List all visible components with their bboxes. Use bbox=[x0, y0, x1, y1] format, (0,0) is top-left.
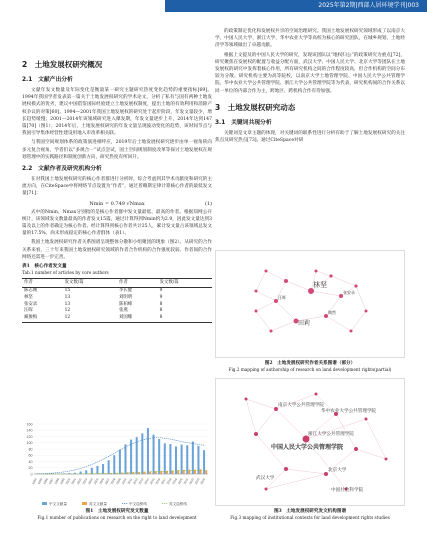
table-cell: 8 bbox=[159, 301, 163, 307]
x-tick-label: 2004 bbox=[87, 477, 94, 486]
section-2-2-title: 2.2 文献作者及研究机构分析 bbox=[22, 166, 102, 173]
section-3-1-title: 3.1 关键词共现分析 bbox=[215, 119, 272, 126]
y-tick-label: 20 bbox=[28, 466, 33, 471]
x-tick-label: 2002 bbox=[75, 477, 83, 486]
fig2-caption: 图2 土地发展权研究作者关系图谱（部分） bbox=[264, 361, 356, 366]
section-2-1-title: 2.1 文献产出分析 bbox=[22, 77, 73, 83]
fig3-label: 南京大学公共管理学院 bbox=[278, 402, 324, 407]
bar-chinese bbox=[197, 446, 199, 474]
bar-chinese bbox=[136, 437, 138, 474]
legend-label: 英文文献量 bbox=[89, 502, 107, 506]
x-tick-label: 1994 bbox=[30, 477, 38, 486]
x-tick-label: 2017 bbox=[160, 477, 167, 486]
paragraph: 与我国空间规划体系的政策演进相呼应，2019年后土地发展权研究逐步由单一视角转向多元复合视角，学者们以“多规合一”试点尝试，国土空间规划制度改革等探讨土地发展权在规划管理中的实践路径和制度创新方向，研究热度有所回升。 bbox=[22, 140, 212, 160]
table-cell: 13 bbox=[64, 301, 71, 307]
fig2-caption-block bbox=[215, 360, 405, 373]
fig2-label: 汪晖 bbox=[278, 295, 286, 300]
fig3-caption-block bbox=[215, 508, 405, 521]
fig1-caption-block bbox=[22, 508, 212, 521]
y-tick-label: 0 bbox=[30, 472, 33, 477]
table-cell: 9 bbox=[159, 294, 163, 300]
x-tick-label: 2022 bbox=[188, 477, 195, 486]
fig3-label: 武汉大学 bbox=[256, 475, 275, 480]
x-tick-label: 2015 bbox=[148, 477, 156, 486]
y-tick-label: 160 bbox=[26, 422, 33, 427]
bar-chinese bbox=[153, 435, 155, 474]
table-cell: 汪晖 bbox=[24, 308, 33, 314]
paragraph: 的政策制定优化和发展权共享的空间治理研究。我国土地发展权研究领域形成了以南京大学、中国人民大学、浙江大学、华中农业大学等高校为核心的研究团队，在城乡规划、土地经济学等领域做出了卓越贡献。 bbox=[215, 29, 405, 49]
paragraph: 文献年发文数量及年际变化是衡量某一研究主题研究热度变化趋势的重要指标[69]。1994年我国学者发表第一篇关于土地发展权研究的学术论文，分析了私有与国有两种土地发展权模式的优劣，建议中国借鉴国际经验建立土地发展权制度，提出土地的有效利用和消除产权争议的对策[60]。1994—2001年我国土地发展权的研究处于起步阶段，年发文量较少，增长趋势缓慢；2001—2014年该领域研究进入爆发期，年发文量逐步上升，2014年达到147篇[70]（图1）；2014年后，土地发展权研究的年发文量呈现波动变化的趋势，该时间节点与我国引导集体经营性建设用地入市改革相关联。 bbox=[22, 88, 212, 137]
header-text: 2025年第2期|西部人居环境学刊|003 bbox=[318, 2, 419, 9]
y-tick-label: 120 bbox=[26, 434, 33, 439]
x-tick-label: 2008 bbox=[109, 477, 117, 486]
bar-chinese bbox=[80, 472, 82, 475]
table-cell: 13 bbox=[64, 294, 71, 300]
fig3-network bbox=[215, 378, 405, 506]
table-cell: 张安录 bbox=[24, 301, 38, 307]
table-header: 发文数/篇 bbox=[158, 279, 212, 288]
x-tick-label: 2012 bbox=[132, 477, 139, 486]
bar-chinese bbox=[91, 468, 93, 474]
y-tick-label: 60 bbox=[28, 453, 33, 458]
paragraph: 在对我国土地发展权研究的核心作者群进行分析时，综合考虑到其学术贡献度和研究的主流方向，在CiteSpace中将网络节点设置为“作者”，通过普赖斯定律计算核心作者的最低发文量[71]： bbox=[22, 177, 212, 197]
bar-chinese bbox=[102, 464, 104, 474]
table-cell: 林坚 bbox=[24, 294, 33, 300]
fig2-label: 陶然 bbox=[328, 310, 336, 315]
fig2-caption-en: Fig.2 mapping of authorship of research on land development rights(partial) bbox=[228, 367, 392, 372]
bar-english bbox=[205, 470, 207, 474]
legend-label: 中文文献量 bbox=[49, 502, 67, 506]
fig3-label: 中国人民大学公共管理学院 bbox=[271, 445, 344, 451]
table-cell: 8 bbox=[158, 315, 212, 322]
paragraph: 根据上文提及的中国人民大学的研究，发现该团队以“地权归公”的政策研究为重点[72]，研究聚焦在发展权的配置与收益分配方面，武汉大学、中国人民大学、北京大学等团队在土地发展权的研究中发挥着核心作用，所有研究机构之间的合作程度较高，但合作机构的空间分布较为分散。研究机构主要为高等院校，以南京大学土地管理学院、中国人民大学公共管理学院、华中农业大学公共管理学院、浙江大学公共管理学院等为代表，研究机构间的合作关系以同一单位的内部合作为主，跨地区、跨机构合作有待加强。 bbox=[215, 52, 405, 94]
x-tick-label: 2020 bbox=[176, 477, 184, 486]
y-tick-label: 80 bbox=[28, 447, 33, 452]
table-cell: 15 bbox=[64, 287, 71, 293]
header-bar bbox=[165, 0, 427, 12]
table-caption: 表1 核心作者发文量 bbox=[22, 264, 67, 270]
table-cell: 刘国臻 bbox=[117, 315, 158, 322]
fig3-label: 浙江大学公共管理学院 bbox=[308, 431, 354, 436]
fig1-caption-en: Fig.1 number of publications on research on the right to land development bbox=[37, 515, 197, 520]
x-tick-label: 1999 bbox=[59, 477, 66, 486]
legend-label: 英文趋势线 bbox=[169, 502, 187, 506]
bar-chinese bbox=[164, 443, 166, 474]
table-header-row bbox=[22, 279, 212, 288]
x-tick-label: 2013 bbox=[137, 477, 145, 486]
x-tick-label: 2003 bbox=[81, 477, 89, 486]
x-tick-label: 2010 bbox=[120, 477, 128, 486]
paragraph: 关键词是文章主题的体现，对关键词的联系性进行分析有助于了解土地发展权研究的关注焦点及研究热点[73]。通过CiteSpace对研 bbox=[215, 130, 405, 144]
x-tick-label: 1996 bbox=[42, 477, 49, 486]
table-header: 作者 bbox=[117, 279, 158, 288]
table-row bbox=[22, 315, 212, 322]
page-header bbox=[0, 0, 427, 14]
y-tick-label: 40 bbox=[28, 459, 33, 464]
legend-label: 中文趋势线 bbox=[129, 502, 147, 506]
fig3-svg bbox=[216, 379, 406, 507]
x-tick-label: 2006 bbox=[98, 477, 106, 486]
x-tick-label: 1997 bbox=[47, 477, 55, 486]
fig3-caption: 图3 土地发展权研究发文机构图谱 bbox=[273, 509, 347, 514]
fig1-caption: 图1 土地发展权研究发文数量 bbox=[85, 509, 149, 514]
table-cell: 陈柏峰 bbox=[118, 301, 133, 307]
legend-swatch bbox=[42, 502, 47, 505]
fig2-network bbox=[215, 250, 405, 358]
x-tick-label: 2019 bbox=[171, 477, 178, 486]
table-header: 作者 bbox=[22, 279, 63, 288]
table-header: 发文数/篇 bbox=[63, 279, 117, 288]
x-tick-label: 2024 bbox=[199, 477, 207, 486]
table-cell: 臧俊梅 bbox=[22, 315, 63, 322]
fig2-svg bbox=[216, 251, 406, 359]
bar-chinese bbox=[181, 445, 183, 474]
table-cell: 刘明明 bbox=[118, 294, 133, 300]
table-cell: 12 bbox=[64, 308, 71, 314]
legend-swatch bbox=[82, 502, 87, 505]
trend-line-chinese bbox=[37, 438, 205, 474]
bar-chinese bbox=[158, 439, 160, 474]
equation-body: Nmin = 0.749 √Nmax bbox=[89, 200, 145, 207]
table-cell: 8 bbox=[159, 308, 163, 314]
fig1-svg bbox=[22, 420, 212, 490]
x-tick-label: 2016 bbox=[154, 477, 162, 486]
table-caption-en: Tab.1 number of articles by core authors bbox=[22, 270, 109, 276]
bar-chinese bbox=[175, 447, 177, 475]
equation-number: (1) bbox=[204, 200, 212, 207]
fig2-label: 张安录 bbox=[343, 290, 355, 295]
bar-chinese bbox=[96, 466, 98, 474]
table-cell: 陈志刚 bbox=[24, 287, 38, 293]
fig2-label: 田莉 bbox=[298, 321, 311, 327]
bar-chinese bbox=[124, 444, 126, 474]
x-tick-label: 2005 bbox=[92, 477, 100, 486]
bar-chinese bbox=[186, 445, 188, 474]
table-cell: 12 bbox=[63, 315, 117, 322]
table-cell: 9 bbox=[159, 287, 163, 293]
bar-chinese bbox=[119, 450, 121, 474]
table-row bbox=[22, 294, 212, 301]
y-tick-label: 100 bbox=[26, 441, 33, 446]
bar-chinese bbox=[108, 460, 110, 474]
x-tick-label: 2009 bbox=[115, 477, 122, 486]
y-tick-label: 140 bbox=[26, 428, 33, 433]
bar-chinese bbox=[113, 455, 115, 474]
fig3-caption-en: Fig.3 mapping of institutional contexts for land development rights studies bbox=[230, 515, 390, 520]
left-column bbox=[22, 60, 212, 323]
x-tick-label: 2014 bbox=[143, 477, 150, 486]
bar-chinese bbox=[147, 428, 149, 474]
section-2-title: 2 土地发展权研究概况 bbox=[22, 60, 103, 69]
x-tick-label: 2018 bbox=[165, 477, 173, 486]
section-3-title: 3 土地发展权研究动态 bbox=[215, 102, 296, 112]
bar-chinese bbox=[203, 450, 205, 474]
paragraph: 我国土地发展权研究作者关系图谱呈现整体分散和小组聚团的现象（图2）。从研究的合作关系来看，三十年来我国土地发展权研究领域的作者合作机构的合作强度较弱，作者间的合作网络还需进一步完善。 bbox=[22, 240, 212, 260]
x-tick-label: 1995 bbox=[36, 477, 44, 486]
x-tick-label: 2000 bbox=[64, 477, 72, 486]
x-tick-label: 1998 bbox=[53, 477, 61, 486]
fig2-label: 林坚 bbox=[313, 282, 327, 289]
paragraph: 式中的Nmin、Nmax分别指的是核心作者群中发文量最低、最高的作者。根据知网公开统计，该领域发文数量最高的作者发文15篇，通过计算得到Nmin约为2.9，因此发文量达到3篇及以上的作者确定为核心作者。经计算得到核心作者共计25人，累计发文量占该领域总发文量的17.5%，尚未形成稳定的核心作者群体（表1）。 bbox=[22, 209, 212, 237]
bar-chinese bbox=[130, 440, 132, 474]
fig3-label: 中国社会科学院 bbox=[331, 487, 364, 492]
bar-chinese bbox=[141, 433, 143, 474]
fig3-label: 北京大学 bbox=[328, 467, 347, 472]
x-tick-label: 2023 bbox=[193, 477, 201, 486]
table-cell: 张燕 bbox=[118, 308, 128, 314]
bar-chinese bbox=[169, 444, 171, 474]
x-tick-label: 2011 bbox=[126, 477, 134, 485]
x-tick-label: 2001 bbox=[70, 477, 77, 486]
table-row bbox=[22, 308, 212, 315]
x-tick-label: 2021 bbox=[182, 477, 190, 486]
equation bbox=[22, 200, 212, 209]
x-tick-label: 2007 bbox=[103, 477, 111, 486]
table-cell: 李长健 bbox=[118, 287, 133, 293]
right-column bbox=[215, 28, 405, 146]
table-row bbox=[22, 287, 212, 294]
table-row bbox=[22, 301, 212, 308]
fig1-chart bbox=[22, 420, 212, 508]
fig3-label: 华中农业大学公共管理学院 bbox=[321, 408, 377, 413]
core-authors-table bbox=[22, 278, 212, 323]
bar-chinese bbox=[192, 442, 194, 475]
